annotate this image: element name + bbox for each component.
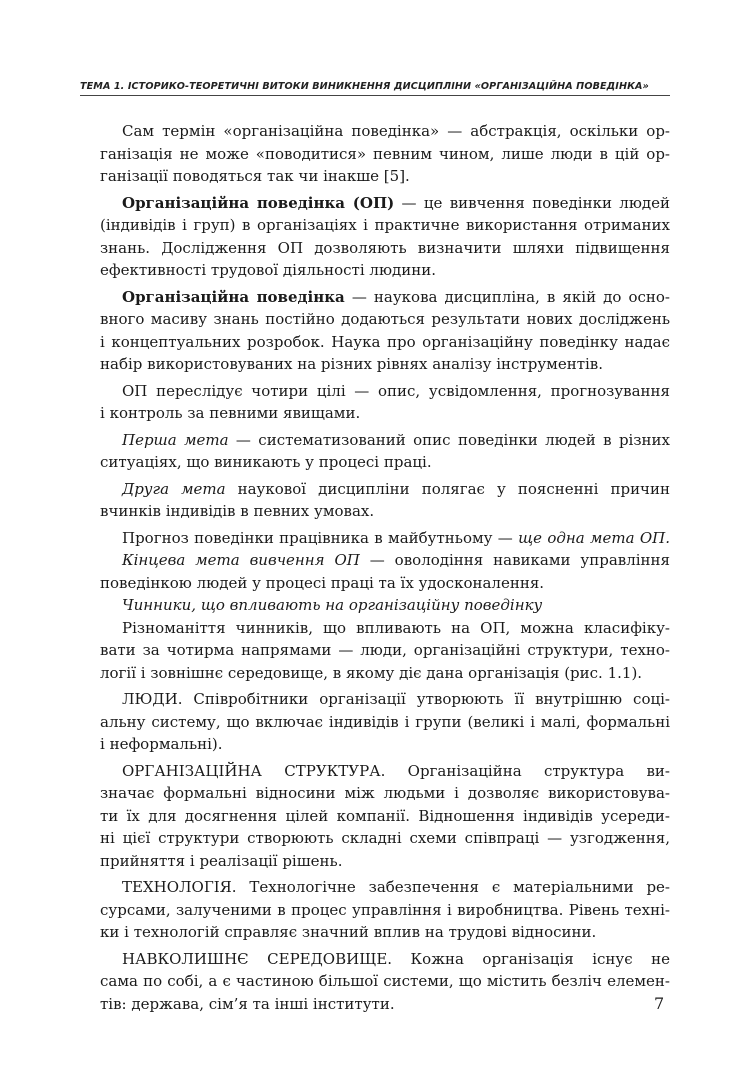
- bold-term: Організаційна поведінка (ОП): [122, 193, 395, 212]
- text-line: поведінкою людей у процесі праці та їх удосконалення.: [100, 573, 545, 592]
- text-line: і контроль за певними явищами.: [100, 404, 361, 422]
- text-line: і неформальні).: [100, 735, 223, 753]
- page-number: 7: [654, 994, 665, 1013]
- text-line: сурсами, залученими в процес управління і виробництва. Рівень техні-: [100, 900, 670, 919]
- text-line: [100, 429, 670, 452]
- text-line: сама по собі, а є частиною більшої системи, що містить безліч елемен-: [100, 972, 670, 990]
- paragraph: [100, 192, 670, 282]
- text-line: Різноманіття чинників, що впливають на ОП, можна класифіку-: [122, 618, 670, 637]
- text-line: знань. Дослідження ОП дозволяють визначити шляхи підвищення: [100, 238, 670, 257]
- text-line: ні цієї структури створюють складні схеми співпраці — узгодження,: [100, 829, 670, 847]
- text-line: ти їх для досягнення цілей компанії. Відношення індивідів усереди-: [100, 806, 670, 825]
- text-run: наукової дисципліни полягає у поясненні причин: [225, 479, 670, 498]
- text-line: ОРГАНІЗАЦІЙНА СТРУКТУРА. Організаційна структура ви-: [122, 761, 670, 780]
- text-line: Сам термін «організаційна поведінка» — абстракція, оскільки ор-: [122, 122, 670, 140]
- text-line: НАВКОЛИШНЄ СЕРЕДОВИЩЕ. Кожна організація існує не: [122, 949, 670, 968]
- text-line: тів: держава, сім’я та інші інститути.: [100, 994, 395, 1013]
- italic-term: ще одна мета ОП.: [518, 528, 670, 547]
- text-line: ки і технологій справляє значний вплив на трудові відносини.: [100, 923, 597, 941]
- italic-term: Кінцева мета вивчення ОП: [122, 551, 360, 569]
- paragraph: [100, 688, 670, 756]
- bold-term: Організаційна поведінка: [122, 287, 345, 306]
- text-line: вати за чотирма напрямами — люди, організаційні структури, техно-: [100, 641, 670, 659]
- italic-term: Друга мета: [122, 479, 226, 498]
- paragraph: [100, 527, 670, 550]
- text-line: вчинків індивідів в певних умовах.: [100, 502, 375, 520]
- text-run: — наукова дисципліна, в якій до осно-: [344, 287, 671, 306]
- paragraph: [100, 617, 670, 685]
- paragraph: [100, 429, 670, 474]
- text-run: — оволодіння навиками управління: [359, 551, 671, 569]
- text-line: ОП переслідує чотири цілі — опис, усвідомлення, прогнозування: [122, 381, 670, 400]
- page-body: [100, 120, 670, 1015]
- paragraph: [100, 549, 670, 594]
- text-line: альну систему, що включає індивідів і групи (великі і малі, формальні: [100, 712, 670, 731]
- text-line: ЛЮДИ. Співробітники організації утворюють її внутрішню соці-: [122, 690, 670, 708]
- paragraph: [100, 876, 670, 944]
- text-line: і концептуальних розробок. Наука про організаційну поведінку надає: [100, 332, 670, 351]
- text-run: — систематизований опис поведінки людей в різних: [228, 430, 670, 449]
- text-line: Чинники, що впливають на організаційну поведінку: [122, 596, 543, 614]
- running-header: ТЕМА 1. ІСТОРИКО-ТЕОРЕТИЧНІ ВИТОКИ ВИНИКНЕННЯ ДИСЦИПЛІНИ «ОРГАНІЗАЦІЙНА ПОВЕДІНКА»: [80, 81, 670, 96]
- text-line: [100, 549, 670, 572]
- text-line: прийняття і реалізації рішень.: [100, 851, 343, 870]
- text-line: вного масиву знань постійно додаються результати нових досліджень: [100, 310, 670, 328]
- paragraph: [100, 120, 670, 188]
- italic-term: Перша мета: [122, 430, 229, 449]
- text-line: [100, 527, 670, 550]
- text-line: логії і зовнішнє середовище, в якому діє дана організація (рис. 1.1).: [100, 663, 643, 682]
- paragraph: [100, 478, 670, 523]
- section-subheading: [100, 594, 670, 617]
- text-line: [100, 192, 670, 215]
- paragraph: [100, 286, 670, 376]
- paragraph: [100, 380, 670, 425]
- text-line: [100, 478, 670, 501]
- text-line: ганізація не може «поводитися» певним чином, лише люди в цій ор-: [100, 144, 670, 163]
- text-run: Прогноз поведінки працівника в майбутньому —: [122, 528, 519, 547]
- text-line: значає формальні відносини між людьми і дозволяє використовува-: [100, 784, 670, 802]
- text-line: ситуаціях, що виникають у процесі праці.: [100, 453, 432, 471]
- text-line: ефективності трудової діяльності людини.: [100, 261, 437, 279]
- paragraph: [100, 948, 670, 1016]
- text-line: ганізації поводяться так чи інакше [5].: [100, 167, 410, 185]
- text-run: — це вивчення поведінки людей: [394, 193, 670, 212]
- text-line: набір використовуваних на різних рівнях аналізу інструментів.: [100, 355, 603, 373]
- paragraph: [100, 760, 670, 873]
- text-line: [100, 286, 670, 309]
- text-line: ТЕХНОЛОГІЯ. Технологічне забезпечення є матеріальними ре-: [122, 878, 670, 896]
- text-line: (індивідів і груп) в організаціях і практичне використання отриманих: [100, 216, 670, 234]
